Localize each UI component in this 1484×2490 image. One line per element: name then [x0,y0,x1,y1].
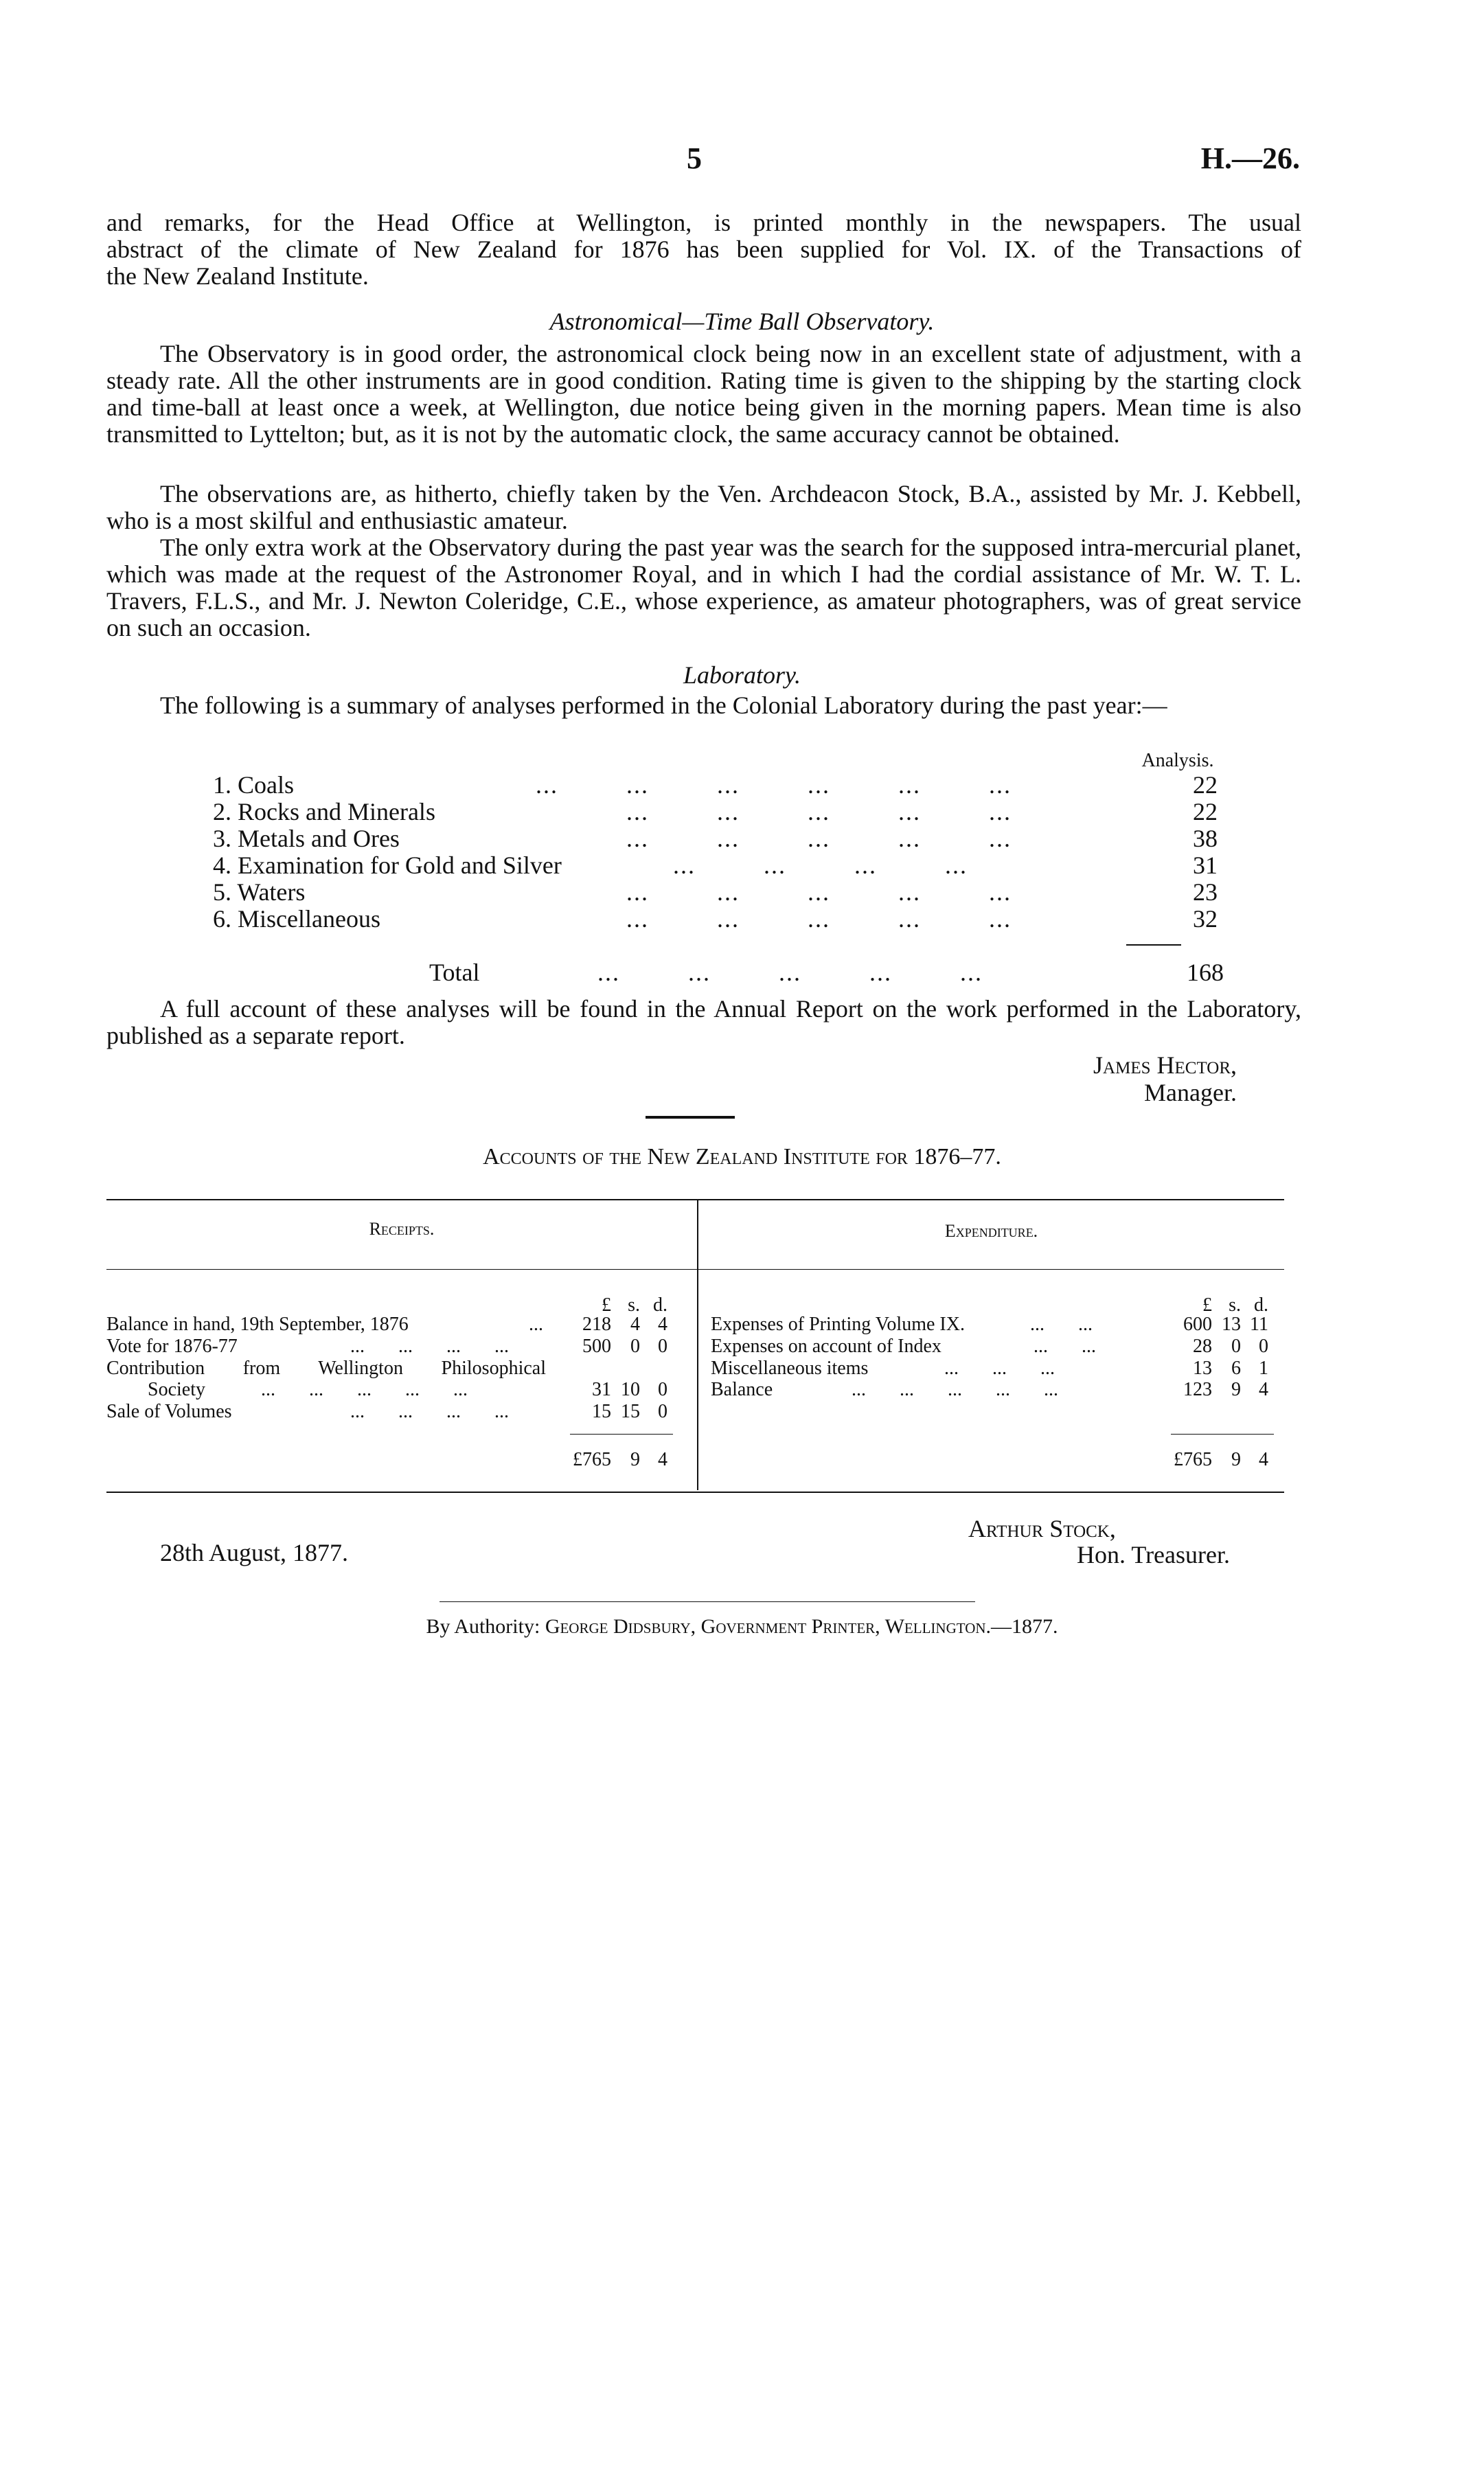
closing-date: 28th August, 1877. [160,1539,349,1566]
leader-dots: ... ... [1034,1336,1096,1357]
intro-paragraph [106,209,1301,290]
leader-dots: ... ... ... [944,1358,1055,1379]
expenditure-pence: 1 [1259,1358,1268,1379]
receipt-label: Society [148,1379,205,1400]
leader-dots: ... ... ... ... ... [536,825,1012,852]
lab-item-value: 32 [1193,905,1218,933]
lab-item [213,770,1236,797]
lab-item-value: 22 [1193,771,1218,799]
expenditure-total-rule [1171,1434,1274,1435]
lab-item [213,851,1236,878]
lab-item-value: 38 [1193,825,1218,852]
expenditure-label: Miscellaneous items [711,1358,869,1379]
receipt-pounds: 218 [582,1314,611,1335]
intro-line: the New Zealand Institute. [106,262,369,290]
receipts-total-shillings: 9 [630,1449,640,1470]
receipt-shillings: 15 [621,1401,640,1422]
expenditure-pence: 4 [1259,1379,1268,1400]
signature-name: James Hector, [1093,1051,1237,1079]
accounts-title: Accounts of the New Zealand Institute for 1876–77. [483,1144,1001,1169]
lab-item-label: 6. Miscellaneous [213,905,380,933]
lab-item [213,904,1236,931]
lab-total-value: 168 [1187,959,1224,986]
receipt-label: Contribution from Wellington Philosophical [106,1358,546,1379]
expenditure-label: Balance [711,1379,773,1400]
lab-item [213,797,1236,824]
section-divider [646,1116,735,1119]
treasurer-name: Arthur Stock, [968,1515,1116,1542]
expenditure-shillings-header: s. [1229,1294,1241,1316]
table-column-divider [697,1200,698,1490]
leader-dots: ... ... ... ... ... [261,1379,468,1400]
leader-dots: ... ... ... ... ... ... [536,771,1012,799]
lab-item-value: 23 [1193,878,1218,906]
observatory-heading: Astronomical—Time Ball Observatory. [549,308,935,335]
receipt-pounds: 500 [582,1336,611,1357]
expenditure-shillings: 13 [1222,1314,1241,1335]
page-number: 5 [687,141,702,175]
leader-dots: ... ... ... ... [673,852,968,879]
expenditure-pounds: 28 [1193,1336,1212,1357]
leader-dots: ... ... ... ... ... [536,878,1012,906]
lab-item [213,824,1236,851]
observatory-paragraph-2: The observations are, as hitherto, chiefly taken by the Ven. Archdeacon Stock, B.A., assisted by Mr. J. Kebbell, who is a most skilful and enthusiastic amateur. [106,480,1301,534]
expenditure-pence: 0 [1259,1336,1268,1357]
receipt-pence: 0 [658,1336,667,1357]
receipts-total-rule [570,1434,673,1435]
printer-name: George Didsbury, Government Printer, Wellington.—1877. [545,1615,1058,1638]
observatory-paragraph-3: The only extra work at the Observatory during the past year was the search for the supposed intra-mercurial planet, which was made at the request of the Astronomer Royal, and in which I had the cordial assistance of Mr. W. T. L. Travers, F.L.S., and Mr. J. Newton Coleridge, C.E., whose experience, as amateur photographers, was of great service on such an occasion. [106,534,1301,641]
expenditure-pence-header: d. [1254,1294,1268,1316]
laboratory-heading: Laboratory. [683,661,801,689]
leader-dots: ... ... ... ... ... [536,798,1012,825]
receipts-total-pence: 4 [658,1449,667,1470]
leader-dots: ... ... ... ... ... [536,905,1012,933]
leader-dots: ... ... [1030,1314,1093,1335]
receipts-pounds-header: £ [602,1294,611,1316]
leader-dots: ... [529,1314,543,1335]
table-header-rule [106,1269,1284,1270]
lab-item-value: 31 [1193,852,1218,879]
expenditure-header: Expenditure. [944,1221,1038,1241]
lab-total-label: Total [429,959,480,986]
expenditure-shillings: 0 [1231,1336,1241,1357]
receipt-pence: 4 [658,1314,667,1335]
receipt-label: Sale of Volumes [106,1401,232,1422]
table-top-rule [106,1199,1284,1200]
footer-rule [440,1601,975,1602]
document-reference: H.—26. [1200,141,1300,175]
receipt-shillings: 0 [630,1336,640,1357]
receipt-pounds: 15 [592,1401,611,1422]
leader-dots: ... ... ... ... [350,1401,509,1422]
receipt-label: Vote for 1876-77 [106,1336,238,1357]
receipts-shillings-header: s. [628,1294,640,1316]
lab-item-label: 5. Waters [213,878,306,906]
lab-item-label: 2. Rocks and Minerals [213,798,435,825]
receipt-shillings: 10 [621,1379,640,1400]
leader-dots: ... ... ... ... [350,1336,509,1357]
table-bottom-rule [106,1492,1284,1493]
receipt-label: Balance in hand, 19th September, 1876 [106,1314,409,1335]
receipt-pence: 0 [658,1401,667,1422]
expenditure-label: Expenses of Printing Volume IX. [711,1314,965,1335]
receipt-shillings: 4 [630,1314,640,1335]
expenditure-total-shillings: 9 [1231,1449,1241,1470]
receipt-pence: 0 [658,1379,667,1400]
laboratory-intro: The following is a summary of analyses performed in the Colonial Laboratory during the past year:— [160,692,1167,719]
expenditure-pence: 11 [1250,1314,1268,1335]
laboratory-note: A full account of these analyses will be found in the Annual Report on the work performed in the Laboratory, published as a separate report. [106,995,1301,1049]
receipts-pence-header: d. [653,1294,667,1316]
observatory-paragraph-1: The Observatory is in good order, the astronomical clock being now in an excellent state of adjustment, with a steady rate. All the other instruments are in good condition. Rating time is given to the shipping by the starting clock and time-ball at least once a week, at Wellington, due notice being given in the morning papers. Mean time is also transmitted to Lyttelton; but, as it is not by the automatic clock, the same accuracy cannot be obtained. [106,340,1301,448]
total-rule [1126,944,1181,946]
printer-imprint [0,1615,1484,1638]
leader-dots: ... ... ... ... ... [597,959,983,986]
lab-item-value: 22 [1193,798,1218,825]
expenditure-pounds-header: £ [1202,1294,1212,1316]
expenditure-shillings: 9 [1231,1379,1241,1400]
intro-line: and remarks, for the Head Office at Wellington, is printed monthly in the newspapers. The usual [106,209,1301,236]
receipts-header: Receipts. [369,1219,435,1239]
signature-title: Manager. [1144,1079,1237,1106]
receipt-pounds: 31 [592,1379,611,1400]
receipts-total-pounds: £765 [573,1449,611,1470]
lab-total-row [213,958,1236,985]
lab-item-label: 1. Coals [213,771,295,799]
treasurer-title: Hon. Treasurer. [1077,1541,1230,1568]
expenditure-pounds: 13 [1193,1358,1212,1379]
analysis-column-header: Analysis. [1141,750,1214,771]
lab-item-label: 4. Examination for Gold and Silver [213,852,562,879]
expenditure-total-pounds: £765 [1174,1449,1212,1470]
expenditure-pounds: 123 [1183,1379,1212,1400]
expenditure-total-pence: 4 [1259,1449,1268,1470]
leader-dots: ... ... ... ... ... [852,1379,1058,1400]
expenditure-shillings: 6 [1231,1358,1241,1379]
intro-line: abstract of the climate of New Zealand for 1876 has been supplied for Vol. IX. of the Transactions of [106,236,1301,263]
lab-item-label: 3. Metals and Ores [213,825,400,852]
by-authority: By Authority: [426,1615,540,1638]
lab-item [213,878,1236,904]
expenditure-pounds: 600 [1183,1314,1212,1335]
expenditure-label: Expenses on account of Index [711,1336,941,1357]
